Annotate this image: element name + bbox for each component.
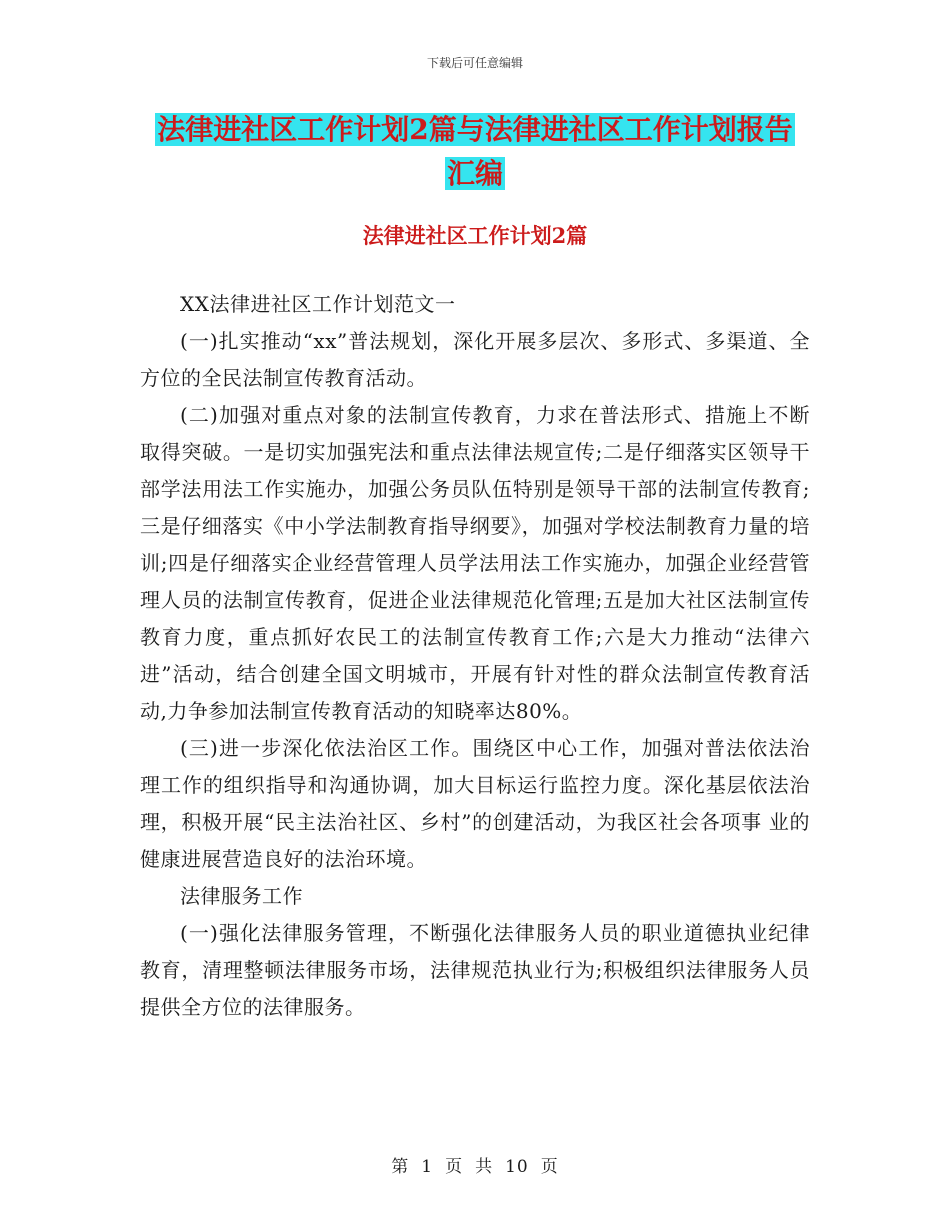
paragraph-heading: 法律服务工作 [180, 884, 303, 908]
footer-label-total: 共 [475, 1157, 494, 1177]
paragraph: (一)扎实推动“xx”普法规划，深化开展多层次、多形式、多渠道、全方位的全民法制宣传教育活动。 [140, 329, 810, 390]
total-pages: 10 [505, 1157, 529, 1177]
title-line-2: 汇编 [446, 157, 503, 190]
document-body [140, 286, 810, 1026]
header-note: 下载后可任意编辑 [426, 56, 523, 70]
page-number: 1 [421, 1157, 434, 1177]
paragraph: (三)进一步深化依法治区工作。围绕区中心工作，加强对普法依法治理工作的组织指导和沟通协调，加大目标运行监控力度。深化基层依法治理，积极开展“民主法治社区、乡村”的创建活动，为我区社会各项事 业的健康进展营造良好的法治环境。 [140, 736, 810, 871]
footer-label-total-unit: 页 [540, 1157, 559, 1177]
paragraph-heading: XX法律进社区工作计划范文一 [180, 292, 456, 316]
footer-label-page-unit: 页 [445, 1157, 464, 1177]
footer-label-page: 第 [391, 1157, 410, 1177]
section-title: 法律进社区工作计划2篇 [362, 223, 588, 248]
title-line-1: 法律进社区工作计划2篇与法律进社区工作计划报告 [157, 113, 793, 146]
paragraph: (一)强化法律服务管理，不断强化法律服务人员的职业道德执业纪律教育，清理整顿法律服务市场，法律规范执业行为;积极组织法律服务人员提供全方位的法律服务。 [140, 921, 810, 1019]
page-footer [0, 1152, 950, 1177]
document-title [140, 108, 810, 196]
paragraph: (二)加强对重点对象的法制宣传教育，力求在普法形式、措施上不断取得突破。一是切实加强宪法和重点法律法规宣传;二是仔细落实区领导干部学法用法工作实施办，加强公务员队伍特别是领导干部的法制宣传教育;三是仔细落实《中小学法制教育指导纲要》，加强对学校法制教育力量的培训;四是仔细落实企业经营管理人员学法用法工作实施办，加强企业经营管理人员的法制宣传教育，促进企业法律规范化管理;五是加大社区法制宣传教育力度，重点抓好农民工的法制宣传教育工作;六是大力推动“法律六进”活动，结合创建全国文明城市，开展有针对性的群众法制宣传教育活动,力争参加法制宣传教育活动的知晓率达80%。 [140, 403, 810, 723]
